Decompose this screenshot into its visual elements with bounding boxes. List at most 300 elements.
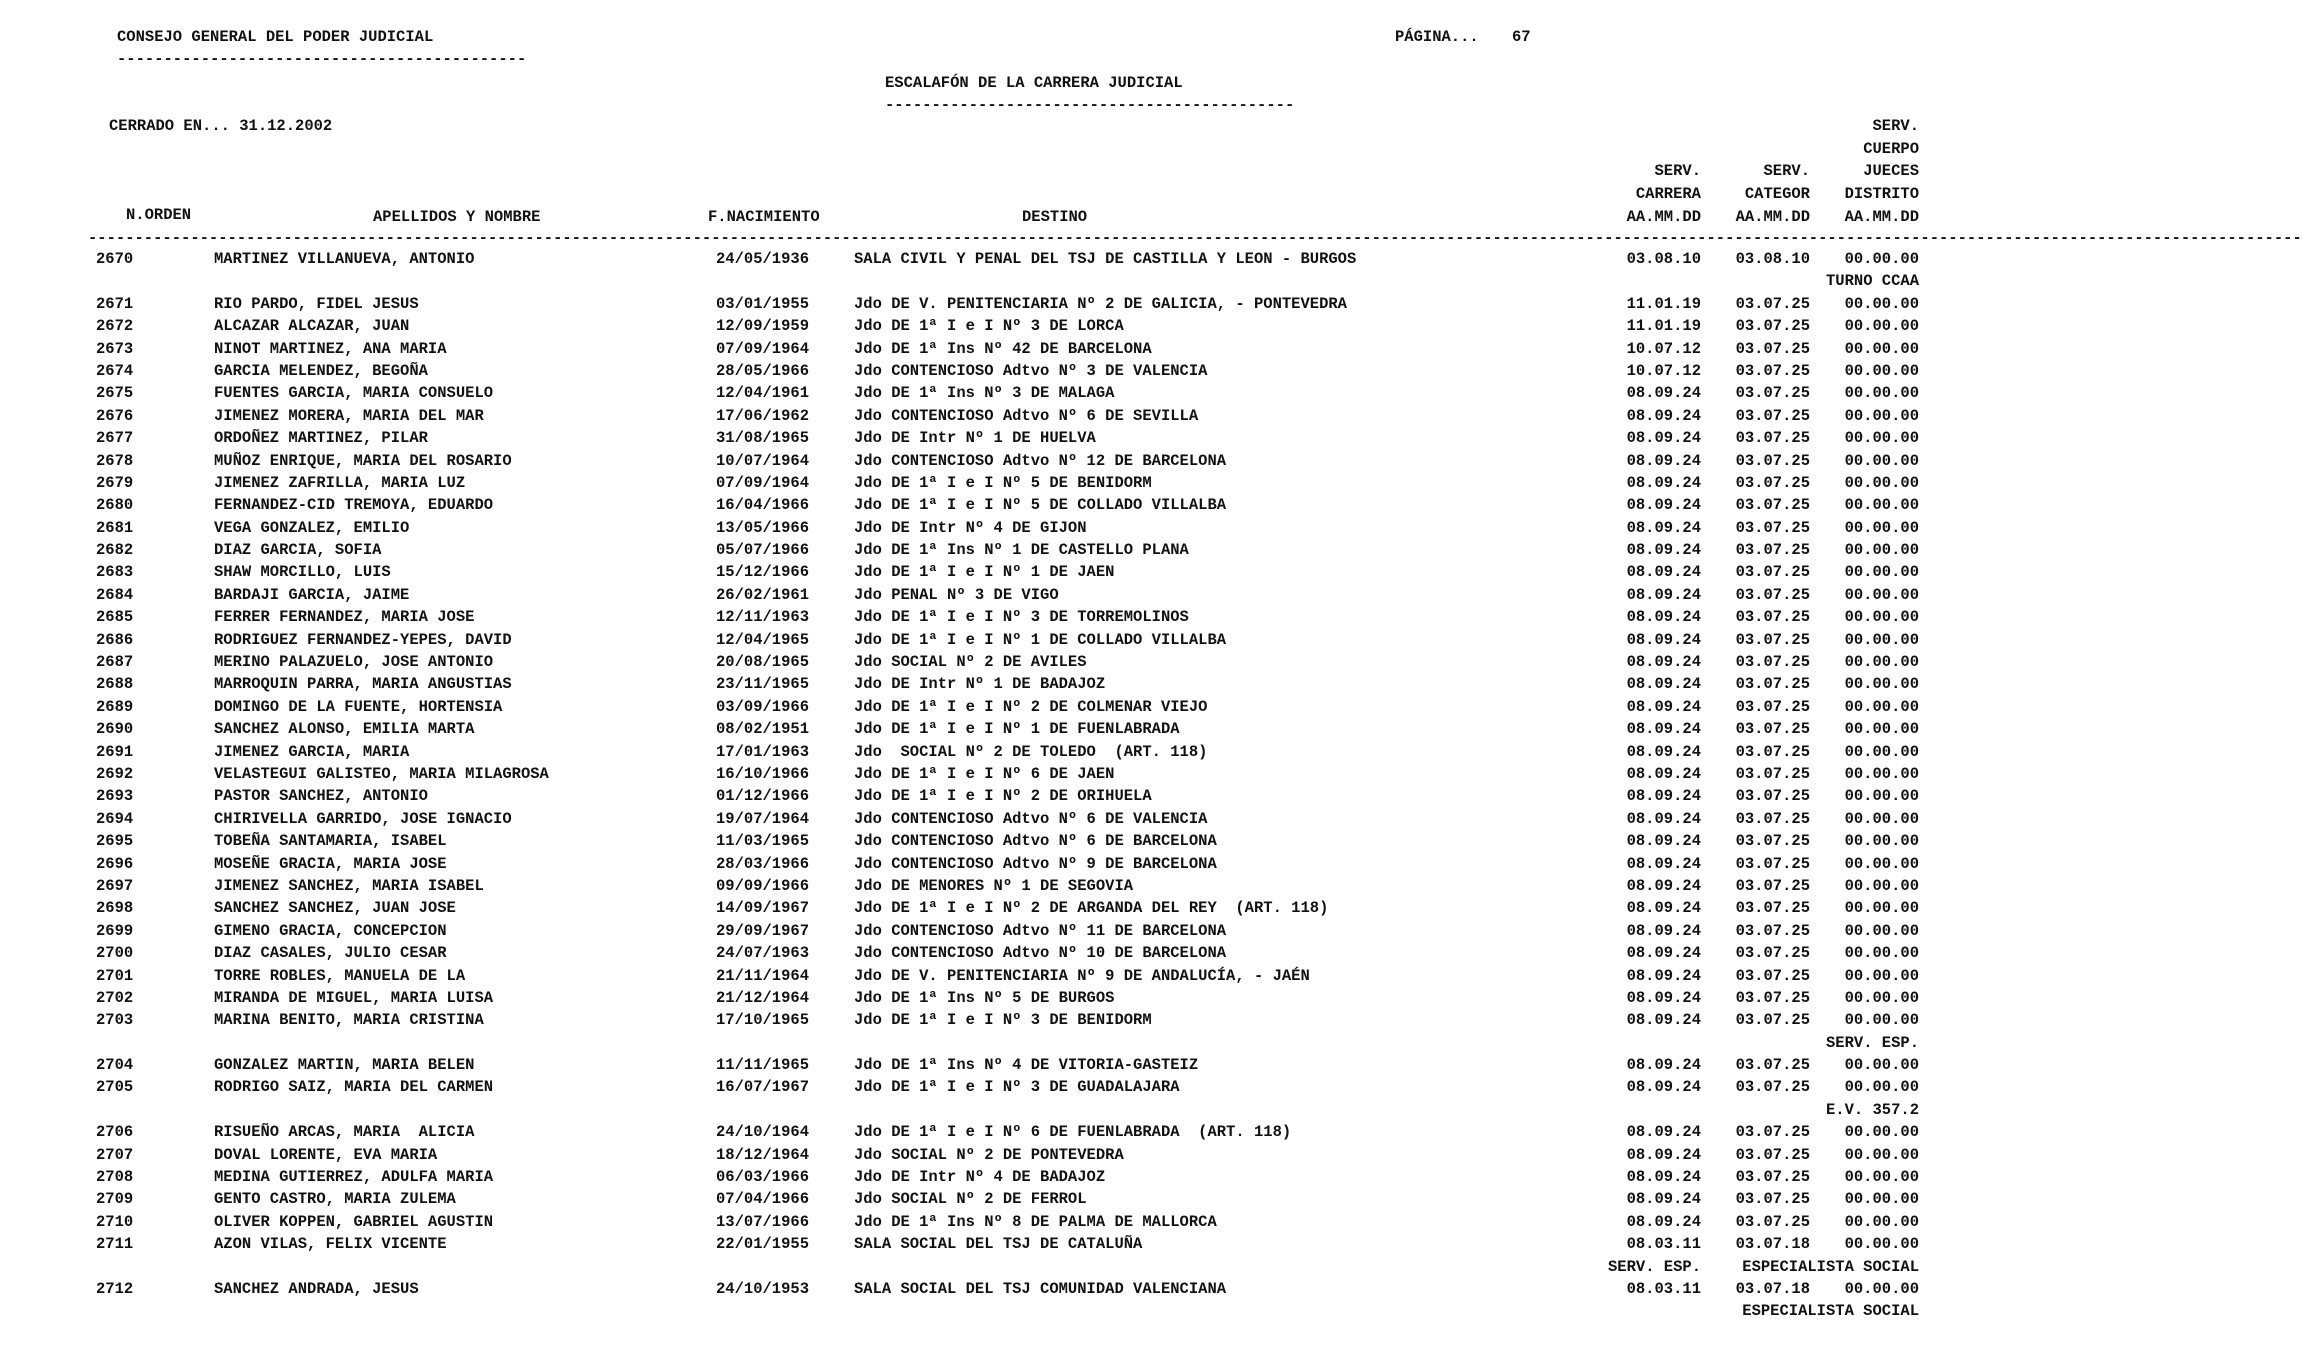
full-name: TORRE ROBLES, MANUELA DE LA <box>214 966 466 985</box>
serv-carrera: 08.09.24 <box>1626 1011 1701 1030</box>
birth-date: 12/04/1965 <box>716 630 810 649</box>
full-name: SANCHEZ ALONSO, EMILIA MARTA <box>214 720 475 739</box>
serv-distrito: 00.00.00 <box>1844 339 1919 358</box>
serv-categor: 03.07.25 <box>1735 294 1810 313</box>
table-row <box>0 743 2000 765</box>
order-number: 2690 <box>96 720 134 739</box>
serv-distrito: 00.00.00 <box>1844 921 1919 940</box>
full-name: SANCHEZ ANDRADA, JESUS <box>214 1279 419 1298</box>
col-nacimiento: F.NACIMIENTO <box>708 208 820 226</box>
serv-categor: 03.07.25 <box>1735 1011 1810 1030</box>
table-row <box>0 563 2000 585</box>
serv-categor: 03.07.25 <box>1735 1190 1810 1209</box>
serv-distrito: 00.00.00 <box>1844 742 1919 761</box>
serv-distrito: 00.00.00 <box>1844 1123 1919 1142</box>
destination: Jdo DE 1ª Ins Nº 3 DE MALAGA <box>854 384 1115 403</box>
serv-categor: 03.07.25 <box>1735 1056 1810 1075</box>
table-row <box>0 989 2000 1011</box>
destination: Jdo CONTENCIOSO Adtvo Nº 10 DE BARCELONA <box>854 944 1227 963</box>
birth-date: 12/04/1961 <box>716 384 810 403</box>
birth-date: 12/11/1963 <box>716 608 810 627</box>
row-note <box>0 1258 2000 1280</box>
birth-date: 22/01/1955 <box>716 1235 810 1254</box>
serv-carrera: 08.09.24 <box>1626 832 1701 851</box>
serv-distrito: 00.00.00 <box>1844 608 1919 627</box>
table-row <box>0 586 2000 608</box>
serv-distrito: 00.00.00 <box>1844 585 1919 604</box>
serv-distrito: 00.00.00 <box>1844 630 1919 649</box>
serv-categor: 03.07.25 <box>1735 1145 1810 1164</box>
birth-date: 16/07/1967 <box>716 1078 810 1097</box>
birth-date: 17/01/1963 <box>716 742 810 761</box>
order-number: 2711 <box>96 1235 134 1254</box>
serv-categor: 03.07.25 <box>1735 429 1810 448</box>
destination: Jdo DE 1ª I e I Nº 3 DE TORREMOLINOS <box>854 608 1189 627</box>
table-row <box>0 295 2000 317</box>
serv-categor: 03.07.18 <box>1735 1235 1810 1254</box>
full-name: CHIRIVELLA GARRIDO, JOSE IGNACIO <box>214 809 512 828</box>
full-name: TOBEÑA SANTAMARIA, ISABEL <box>214 832 447 851</box>
table-row <box>0 362 2000 384</box>
destination: Jdo DE 1ª I e I Nº 1 DE FUENLABRADA <box>854 720 1180 739</box>
order-number: 2686 <box>96 630 134 649</box>
full-name: JIMENEZ MORERA, MARIA DEL MAR <box>214 406 484 425</box>
full-name: RISUEÑO ARCAS, MARIA ALICIA <box>214 1123 475 1142</box>
table-row <box>0 653 2000 675</box>
birth-date: 18/12/1964 <box>716 1145 810 1164</box>
col-destino: DESTINO <box>1022 208 1088 226</box>
serv-distrito: 00.00.00 <box>1844 854 1919 873</box>
destination: Jdo DE Intr Nº 1 DE BADAJOZ <box>854 675 1106 694</box>
full-name: GENTO CASTRO, MARIA ZULEMA <box>214 1190 456 1209</box>
table-row <box>0 765 2000 787</box>
serv-distrito: 00.00.00 <box>1844 1078 1919 1097</box>
serv-categor: 03.07.25 <box>1735 966 1810 985</box>
serv-carrera: 11.01.19 <box>1626 294 1701 313</box>
order-number: 2703 <box>96 1011 134 1030</box>
full-name: MARTINEZ VILLANUEVA, ANTONIO <box>214 250 475 268</box>
birth-date: 24/10/1964 <box>716 1123 810 1142</box>
destination: Jdo DE Intr Nº 4 DE GIJON <box>854 518 1087 537</box>
table-row <box>0 452 2000 474</box>
serv-categor: 03.07.18 <box>1735 1279 1810 1298</box>
serv-categor: 03.07.25 <box>1735 339 1810 358</box>
table-row <box>0 787 2000 809</box>
col-categor-line2: CATEGOR <box>1744 185 1810 203</box>
table-row <box>0 608 2000 630</box>
table-row <box>0 1213 2000 1235</box>
destination: Jdo SOCIAL Nº 2 DE FERROL <box>854 1190 1087 1209</box>
table-row <box>0 519 2000 541</box>
serv-carrera: 08.09.24 <box>1626 384 1701 403</box>
full-name: RIO PARDO, FIDEL JESUS <box>214 294 419 313</box>
birth-date: 07/04/1966 <box>716 1190 810 1209</box>
serv-categor: 03.07.25 <box>1735 384 1810 403</box>
birth-date: 29/09/1967 <box>716 921 810 940</box>
serv-carrera: 08.09.24 <box>1626 608 1701 627</box>
order-number: 2677 <box>96 429 134 448</box>
serv-carrera: 08.09.24 <box>1626 1056 1701 1075</box>
serv-distrito: 00.00.00 <box>1844 451 1919 470</box>
serv-carrera: 08.09.24 <box>1626 1123 1701 1142</box>
order-number: 2674 <box>96 361 134 380</box>
destination: Jdo DE 1ª I e I Nº 6 DE JAEN <box>854 764 1115 783</box>
serv-distrito: 00.00.00 <box>1844 429 1919 448</box>
order-number: 2684 <box>96 585 134 604</box>
order-number: 2688 <box>96 675 134 694</box>
serv-distrito: 00.00.00 <box>1844 563 1919 582</box>
col-distrito-line4: DISTRITO <box>1844 185 1919 203</box>
destination: Jdo DE Intr Nº 1 DE HUELVA <box>854 429 1096 448</box>
col-distrito-line3: JUECES <box>1863 162 1919 180</box>
serv-carrera: 08.09.24 <box>1626 451 1701 470</box>
serv-carrera: 08.09.24 <box>1626 764 1701 783</box>
full-name: MARINA BENITO, MARIA CRISTINA <box>214 1011 484 1030</box>
serv-distrito: 00.00.00 <box>1844 1212 1919 1231</box>
serv-carrera: 08.09.24 <box>1626 988 1701 1007</box>
table-row <box>0 675 2000 697</box>
table-row <box>0 340 2000 362</box>
order-number: 2695 <box>96 832 134 851</box>
serv-carrera: 08.09.24 <box>1626 653 1701 672</box>
table-row <box>0 407 2000 429</box>
order-number: 2698 <box>96 899 134 918</box>
full-name: MUÑOZ ENRIQUE, MARIA DEL ROSARIO <box>214 451 512 470</box>
full-name: VELASTEGUI GALISTEO, MARIA MILAGROSA <box>214 764 549 783</box>
order-number: 2671 <box>96 294 134 313</box>
full-name: JIMENEZ ZAFRILLA, MARIA LUZ <box>214 473 466 492</box>
serv-carrera: 08.09.24 <box>1626 854 1701 873</box>
serv-carrera: 08.09.24 <box>1626 1168 1701 1187</box>
col-nombre: APELLIDOS Y NOMBRE <box>373 208 541 226</box>
order-number: 2709 <box>96 1190 134 1209</box>
destination: Jdo DE 1ª I e I Nº 5 DE COLLADO VILLALBA <box>854 496 1227 515</box>
row-note <box>0 1034 2000 1056</box>
order-number: 2680 <box>96 496 134 515</box>
serv-carrera: 10.07.12 <box>1626 339 1701 358</box>
serv-categor: 03.07.25 <box>1735 630 1810 649</box>
full-name: VEGA GONZALEZ, EMILIO <box>214 518 410 537</box>
birth-date: 03/01/1955 <box>716 294 810 313</box>
birth-date: 17/10/1965 <box>716 1011 810 1030</box>
full-name: DOVAL LORENTE, EVA MARIA <box>214 1145 438 1164</box>
order-number: 2681 <box>96 518 134 537</box>
destination: Jdo SOCIAL Nº 2 DE TOLEDO (ART. 118) <box>854 742 1208 761</box>
page-number: 67 <box>1512 28 1531 46</box>
serv-categor: 03.07.25 <box>1735 518 1810 537</box>
serv-carrera: 08.09.24 <box>1626 899 1701 918</box>
serv-distrito: 00.00.00 <box>1844 1190 1919 1209</box>
birth-date: 13/07/1966 <box>716 1212 810 1231</box>
serv-distrito: 00.00.00 <box>1844 832 1919 851</box>
serv-distrito: 00.00.00 <box>1844 899 1919 918</box>
destination: Jdo DE 1ª I e I Nº 2 DE ARGANDA DEL REY (ART. 118) <box>854 899 1329 918</box>
serv-distrito: 00.00.00 <box>1844 1279 1919 1298</box>
serv-carrera: 08.09.24 <box>1626 787 1701 806</box>
serv-categor: 03.07.25 <box>1735 988 1810 1007</box>
birth-date: 23/11/1965 <box>716 675 810 694</box>
table-row <box>0 1123 2000 1145</box>
serv-carrera: 08.09.24 <box>1626 406 1701 425</box>
serv-carrera: 08.09.24 <box>1626 809 1701 828</box>
table-row <box>0 541 2000 563</box>
serv-carrera: 08.09.24 <box>1626 742 1701 761</box>
order-number: 2683 <box>96 563 134 582</box>
table-row <box>0 810 2000 832</box>
birth-date: 05/07/1966 <box>716 541 810 560</box>
destination: Jdo SOCIAL Nº 2 DE AVILES <box>854 653 1087 672</box>
serv-distrito: 00.00.00 <box>1844 294 1919 313</box>
destination: Jdo DE 1ª Ins Nº 1 DE CASTELLO PLANA <box>854 541 1189 560</box>
birth-date: 24/10/1953 <box>716 1279 810 1298</box>
order-number: 2697 <box>96 876 134 895</box>
order-number: 2692 <box>96 764 134 783</box>
order-number: 2685 <box>96 608 134 627</box>
serv-distrito: 00.00.00 <box>1844 697 1919 716</box>
serv-carrera: 08.09.24 <box>1626 1212 1701 1231</box>
serv-distrito: 00.00.00 <box>1844 675 1919 694</box>
full-name: DIAZ GARCIA, SOFIA <box>214 541 382 560</box>
destination: Jdo CONTENCIOSO Adtvo Nº 12 DE BARCELONA <box>854 451 1227 470</box>
birth-date: 09/09/1966 <box>716 876 810 895</box>
full-name: PASTOR SANCHEZ, ANTONIO <box>214 787 428 806</box>
serv-categor: 03.07.25 <box>1735 406 1810 425</box>
destination: Jdo CONTENCIOSO Adtvo Nº 6 DE VALENCIA <box>854 809 1208 828</box>
serv-categor: 03.07.25 <box>1735 563 1810 582</box>
destination: Jdo DE Intr Nº 4 DE BADAJOZ <box>854 1168 1106 1187</box>
serv-distrito: 00.00.00 <box>1844 944 1919 963</box>
serv-distrito: 00.00.00 <box>1844 1235 1919 1254</box>
order-number: 2712 <box>96 1279 134 1298</box>
order-number: 2705 <box>96 1078 134 1097</box>
destination: Jdo CONTENCIOSO Adtvo Nº 11 DE BARCELONA <box>854 921 1227 940</box>
serv-categor: 03.07.25 <box>1735 361 1810 380</box>
serv-distrito: 00.00.00 <box>1844 988 1919 1007</box>
serv-carrera: 08.09.24 <box>1626 518 1701 537</box>
note-carrera: SERV. ESP. <box>1607 1257 1701 1276</box>
serv-distrito: 00.00.00 <box>1844 406 1919 425</box>
full-name: MIRANDA DE MIGUEL, MARIA LUISA <box>214 988 494 1007</box>
full-name: DIAZ CASALES, JULIO CESAR <box>214 944 447 963</box>
table-row <box>0 877 2000 899</box>
serv-categor: 03.07.25 <box>1735 809 1810 828</box>
table-row <box>0 474 2000 496</box>
table-row <box>0 429 2000 451</box>
full-name: MOSEÑE GRACIA, MARIA JOSE <box>214 854 447 873</box>
full-name: FERRER FERNANDEZ, MARIA JOSE <box>214 608 475 627</box>
table-row <box>0 698 2000 720</box>
closed-date: CERRADO EN... 31.12.2002 <box>109 117 333 135</box>
serv-categor: 03.07.25 <box>1735 899 1810 918</box>
destination: Jdo DE V. PENITENCIARIA Nº 2 DE GALICIA, - PONTEVEDRA <box>854 294 1347 313</box>
table-row <box>0 899 2000 921</box>
col-carrera-line3: AA.MM.DD <box>1626 208 1701 226</box>
col-distrito-line2: CUERPO <box>1863 140 1919 158</box>
table-row <box>0 855 2000 877</box>
birth-date: 07/09/1964 <box>716 339 810 358</box>
full-name: DOMINGO DE LA FUENTE, HORTENSIA <box>214 697 503 716</box>
full-name: ALCAZAR ALCAZAR, JUAN <box>214 317 410 336</box>
note: TURNO CCAA <box>1825 272 1919 291</box>
col-carrera-line1: SERV. <box>1654 162 1701 180</box>
order-number: 2694 <box>96 809 134 828</box>
full-name: BARDAJI GARCIA, JAIME <box>214 585 410 604</box>
serv-categor: 03.07.25 <box>1735 451 1810 470</box>
serv-categor: 03.07.25 <box>1735 585 1810 604</box>
document-title: ESCALAFÓN DE LA CARRERA JUDICIAL <box>885 74 1183 92</box>
destination: Jdo DE 1ª Ins Nº 4 DE VITORIA-GASTEIZ <box>854 1056 1199 1075</box>
birth-date: 07/09/1964 <box>716 473 810 492</box>
order-number: 2687 <box>96 653 134 672</box>
order-number: 2672 <box>96 317 134 336</box>
serv-distrito: 00.00.00 <box>1844 1168 1919 1187</box>
destination: Jdo CONTENCIOSO Adtvo Nº 3 DE VALENCIA <box>854 361 1208 380</box>
table-row <box>0 720 2000 742</box>
order-number: 2673 <box>96 339 134 358</box>
serv-distrito: 00.00.00 <box>1844 966 1919 985</box>
birth-date: 10/07/1964 <box>716 451 810 470</box>
note: SERV. ESP. <box>1825 1033 1919 1052</box>
order-number: 2710 <box>96 1212 134 1231</box>
serv-distrito: 00.00.00 <box>1844 473 1919 492</box>
col-distrito-line5: AA.MM.DD <box>1844 208 1919 226</box>
full-name: GARCIA MELENDEZ, BEGOÑA <box>214 361 428 380</box>
destination: Jdo DE 1ª I e I Nº 2 DE COLMENAR VIEJO <box>854 697 1208 716</box>
serv-carrera: 08.03.11 <box>1626 1279 1701 1298</box>
order-number: 2699 <box>96 921 134 940</box>
destination: Jdo PENAL Nº 3 DE VIGO <box>854 585 1059 604</box>
full-name: NINOT MARTINEZ, ANA MARIA <box>214 339 447 358</box>
divider: -------------------------------------------- <box>117 50 527 68</box>
note: ESPECIALISTA SOCIAL <box>1742 1257 1919 1276</box>
destination: SALA SOCIAL DEL TSJ DE CATALUÑA <box>854 1235 1143 1254</box>
full-name: JIMENEZ GARCIA, MARIA <box>214 742 410 761</box>
destination: Jdo DE 1ª Ins Nº 8 DE PALMA DE MALLORCA <box>854 1212 1217 1231</box>
serv-categor: 03.07.25 <box>1735 697 1810 716</box>
table-row <box>0 922 2000 944</box>
birth-date: 11/11/1965 <box>716 1056 810 1075</box>
full-name: MARROQUIN PARRA, MARIA ANGUSTIAS <box>214 675 512 694</box>
birth-date: 21/11/1964 <box>716 966 810 985</box>
col-distrito-line1: SERV. <box>1872 117 1919 135</box>
serv-categor: 03.07.25 <box>1735 764 1810 783</box>
birth-date: 24/05/1936 <box>716 250 810 268</box>
table-row <box>0 1078 2000 1100</box>
order-number: 2701 <box>96 966 134 985</box>
full-name: MEDINA GUTIERREZ, ADULFA MARIA <box>214 1168 494 1187</box>
row-note <box>0 272 2000 294</box>
full-name: RODRIGO SAIZ, MARIA DEL CARMEN <box>214 1078 494 1097</box>
serv-carrera: 08.03.11 <box>1626 1235 1701 1254</box>
col-carrera-line2: CARRERA <box>1635 185 1701 203</box>
order-number: 2679 <box>96 473 134 492</box>
serv-distrito: 00.00.00 <box>1844 496 1919 515</box>
order-number: 2707 <box>96 1145 134 1164</box>
serv-categor: 03.07.25 <box>1735 742 1810 761</box>
divider: -------------------------------------------- <box>885 96 1295 114</box>
destination: SALA CIVIL Y PENAL DEL TSJ DE CASTILLA Y LEON - BURGOS <box>854 250 1357 268</box>
serv-categor: 03.07.25 <box>1735 720 1810 739</box>
birth-date: 20/08/1965 <box>716 653 810 672</box>
serv-distrito: 00.00.00 <box>1844 384 1919 403</box>
destination: Jdo DE 1ª I e I Nº 5 DE BENIDORM <box>854 473 1152 492</box>
serv-carrera: 08.09.24 <box>1626 876 1701 895</box>
serv-carrera: 08.09.24 <box>1626 921 1701 940</box>
serv-distrito: 00.00.00 <box>1844 787 1919 806</box>
serv-categor: 03.07.25 <box>1735 541 1810 560</box>
birth-date: 08/02/1951 <box>716 720 810 739</box>
order-number: 2675 <box>96 384 134 403</box>
destination: Jdo DE V. PENITENCIARIA Nº 9 DE ANDALUCÍA, - JAÉN <box>854 966 1310 985</box>
full-name: AZON VILAS, FELIX VICENTE <box>214 1235 447 1254</box>
destination: Jdo DE 1ª Ins Nº 42 DE BARCELONA <box>854 339 1152 358</box>
serv-categor: 03.07.25 <box>1735 944 1810 963</box>
serv-categor: 03.07.25 <box>1735 653 1810 672</box>
birth-date: 15/12/1966 <box>716 563 810 582</box>
serv-categor: 03.07.25 <box>1735 675 1810 694</box>
birth-date: 03/09/1966 <box>716 697 810 716</box>
birth-date: 16/10/1966 <box>716 764 810 783</box>
serv-categor: 03.07.25 <box>1735 496 1810 515</box>
full-name: JIMENEZ SANCHEZ, MARIA ISABEL <box>214 876 484 895</box>
table-row <box>0 1190 2000 1212</box>
serv-distrito: 00.00.00 <box>1844 720 1919 739</box>
serv-categor: 03.07.25 <box>1735 473 1810 492</box>
birth-date: 11/03/1965 <box>716 832 810 851</box>
page-label: PÁGINA... <box>1395 28 1479 46</box>
birth-date: 12/09/1959 <box>716 317 810 336</box>
full-name: FUENTES GARCIA, MARIA CONSUELO <box>214 384 494 403</box>
serv-distrito: 00.00.00 <box>1844 653 1919 672</box>
serv-carrera: 03.08.10 <box>1626 250 1701 268</box>
destination: Jdo CONTENCIOSO Adtvo Nº 6 DE BARCELONA <box>854 832 1217 851</box>
serv-carrera: 10.07.12 <box>1626 361 1701 380</box>
destination: Jdo DE 1ª I e I Nº 3 DE BENIDORM <box>854 1011 1152 1030</box>
full-name: SANCHEZ SANCHEZ, JUAN JOSE <box>214 899 456 918</box>
birth-date: 31/08/1965 <box>716 429 810 448</box>
table-row <box>0 250 2000 272</box>
order-number: 2700 <box>96 944 134 963</box>
serv-categor: 03.07.25 <box>1735 1212 1810 1231</box>
full-name: SHAW MORCILLO, LUIS <box>214 563 391 582</box>
serv-categor: 03.07.25 <box>1735 608 1810 627</box>
serv-carrera: 08.09.24 <box>1626 541 1701 560</box>
col-categor-line3: AA.MM.DD <box>1735 208 1810 226</box>
destination: Jdo CONTENCIOSO Adtvo Nº 9 DE BARCELONA <box>854 854 1217 873</box>
birth-date: 28/05/1966 <box>716 361 810 380</box>
order-number: 2706 <box>96 1123 134 1142</box>
serv-carrera: 08.09.24 <box>1626 1145 1701 1164</box>
order-number: 2689 <box>96 697 134 716</box>
serv-categor: 03.07.25 <box>1735 1168 1810 1187</box>
row-note <box>0 1101 2000 1123</box>
order-number: 2702 <box>96 988 134 1007</box>
order-number: 2691 <box>96 742 134 761</box>
table-row <box>0 317 2000 339</box>
serv-categor: 03.07.25 <box>1735 854 1810 873</box>
destination: Jdo SOCIAL Nº 2 DE PONTEVEDRA <box>854 1145 1124 1164</box>
full-name: GIMENO GRACIA, CONCEPCION <box>214 921 447 940</box>
birth-date: 26/02/1961 <box>716 585 810 604</box>
serv-distrito: 00.00.00 <box>1844 361 1919 380</box>
serv-carrera: 08.09.24 <box>1626 697 1701 716</box>
serv-carrera: 08.09.24 <box>1626 630 1701 649</box>
serv-categor: 03.07.25 <box>1735 1123 1810 1142</box>
order-number: 2682 <box>96 541 134 560</box>
destination: Jdo DE MENORES Nº 1 DE SEGOVIA <box>854 876 1134 895</box>
serv-distrito: 00.00.00 <box>1844 764 1919 783</box>
table-row <box>0 832 2000 854</box>
